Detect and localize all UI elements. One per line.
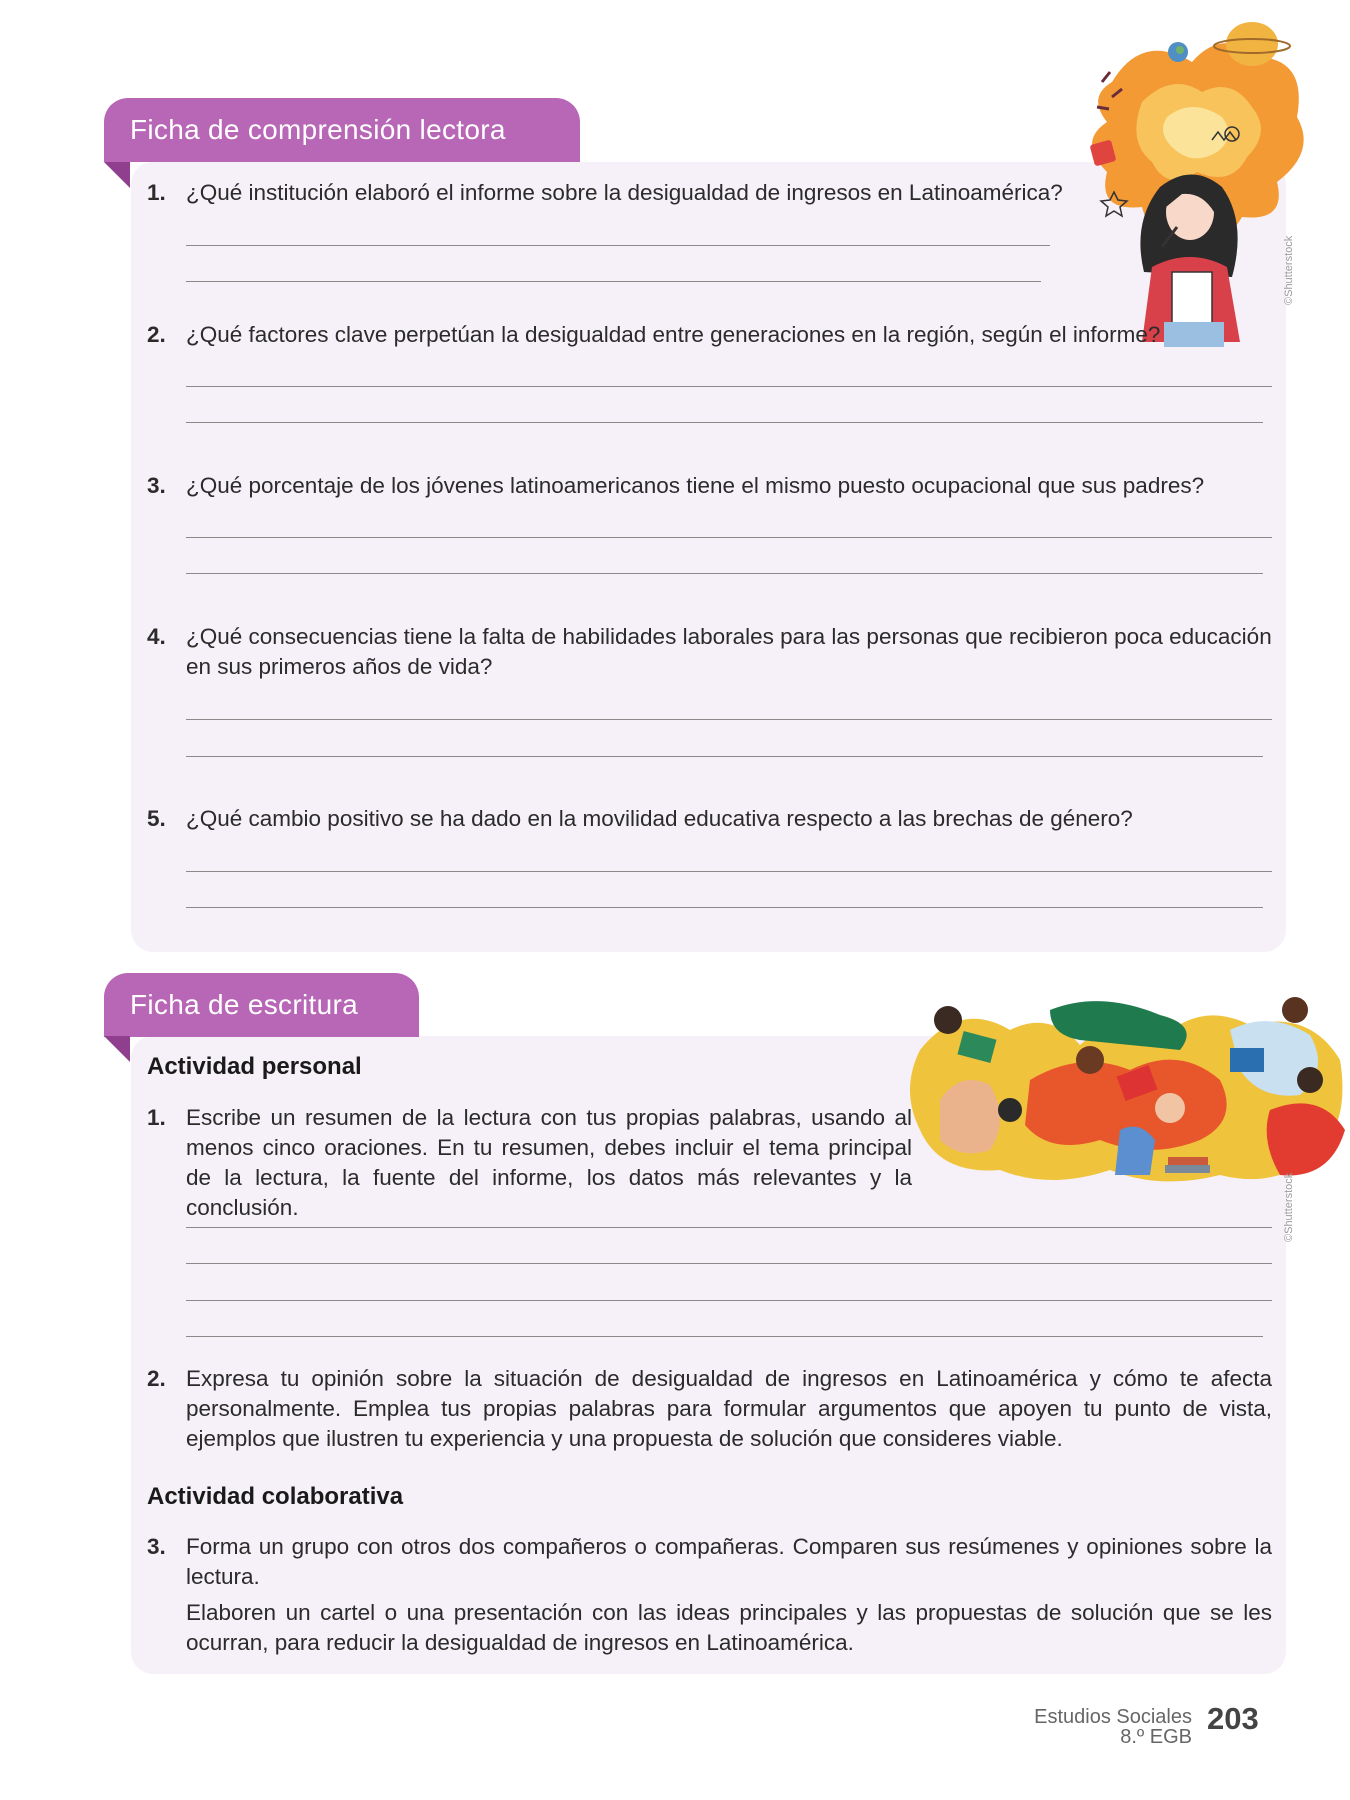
tab-fold bbox=[104, 1036, 130, 1062]
answer-line[interactable] bbox=[186, 386, 1272, 387]
photo-credit-top: ©Shutterstock bbox=[1283, 235, 1295, 305]
answer-line[interactable] bbox=[186, 719, 1272, 720]
answer-line[interactable] bbox=[186, 422, 1263, 423]
answer-line[interactable] bbox=[186, 1227, 1272, 1228]
answer-line[interactable] bbox=[186, 871, 1272, 872]
writing-tab bbox=[104, 973, 419, 1037]
tab-fold bbox=[104, 162, 130, 188]
answer-line[interactable] bbox=[186, 756, 1263, 757]
comprehension-title: Ficha de comprensión lectora bbox=[130, 114, 506, 145]
answer-line[interactable] bbox=[186, 1300, 1272, 1301]
answer-line[interactable] bbox=[186, 907, 1263, 908]
footer-subject bbox=[1034, 1707, 1192, 1747]
answer-line[interactable] bbox=[186, 245, 1050, 246]
people-reading-illustration bbox=[900, 990, 1350, 1190]
answer-line[interactable] bbox=[186, 537, 1272, 538]
collaborative-activity-heading: Actividad colaborativa bbox=[147, 1483, 404, 1510]
page-number: 203 bbox=[1207, 1701, 1259, 1736]
writing-title: Ficha de escritura bbox=[130, 989, 358, 1020]
photo-credit-bottom: ©Shutterstock bbox=[1283, 1172, 1295, 1242]
answer-line[interactable] bbox=[186, 573, 1263, 574]
answer-line[interactable] bbox=[186, 1263, 1272, 1264]
comprehension-tab bbox=[104, 98, 580, 162]
personal-activity-heading: Actividad personal bbox=[147, 1053, 362, 1080]
answer-line[interactable] bbox=[186, 1336, 1263, 1337]
footer-subject-name: Estudios Sociales bbox=[1034, 1706, 1192, 1728]
answer-line[interactable] bbox=[186, 281, 1041, 282]
footer-grade: 8.º EGB bbox=[1120, 1726, 1192, 1748]
